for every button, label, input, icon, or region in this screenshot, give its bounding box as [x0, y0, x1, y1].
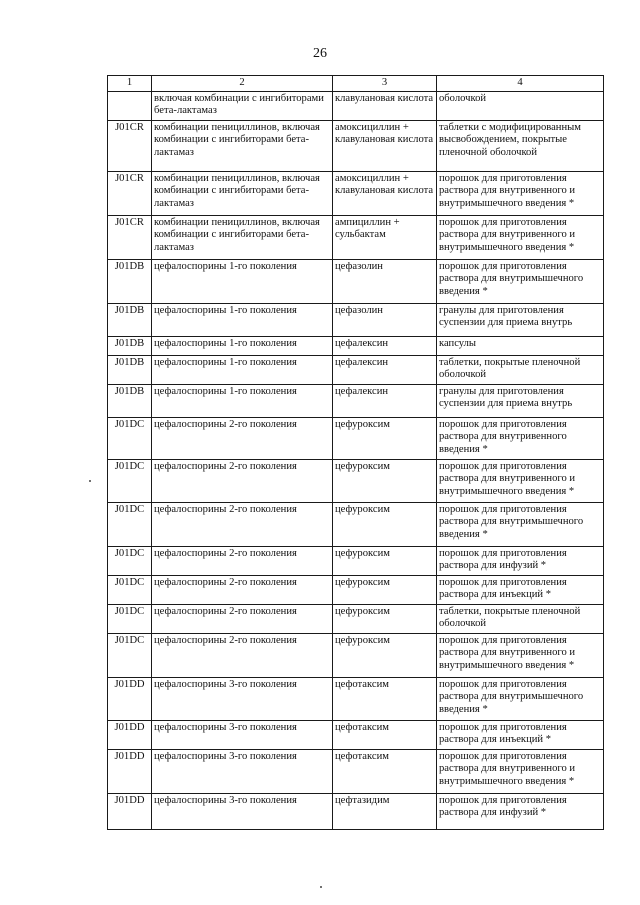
table-row — [108, 750, 604, 794]
substance-cell: цефуроксим — [333, 576, 437, 605]
table-row — [108, 356, 604, 385]
dosage-form-cell: гранулы для приготовления суспензии для приема внутрь — [437, 385, 604, 418]
dosage-form-cell: порошок для приготовления раствора для внутривенного и внутримышечного введения * — [437, 750, 604, 794]
table-row — [108, 547, 604, 576]
dosage-form-cell: порошок для приготовления раствора для внутривенного и внутримышечного введения * — [437, 172, 604, 216]
substance-cell: цефотаксим — [333, 721, 437, 750]
group-cell: цефалоспорины 3-го поколения — [152, 750, 333, 794]
code-cell: J01DD — [108, 721, 152, 750]
table-header-row — [108, 76, 604, 92]
group-cell: цефалоспорины 1-го поколения — [152, 385, 333, 418]
group-cell: цефалоспорины 1-го поколения — [152, 356, 333, 385]
code-cell: J01DC — [108, 634, 152, 678]
code-cell: J01DB — [108, 260, 152, 304]
substance-cell: цефотаксим — [333, 750, 437, 794]
table-body — [108, 92, 604, 830]
table-row — [108, 92, 604, 121]
dosage-form-cell: порошок для приготовления раствора для внутривенного и внутримышечного введения * — [437, 634, 604, 678]
dosage-form-cell: таблетки, покрытые пленочной оболочкой — [437, 356, 604, 385]
substance-cell: ампициллин + сульбактам — [333, 216, 437, 260]
substance-cell: амоксициллин + клавулановая кислота — [333, 172, 437, 216]
table-row — [108, 385, 604, 418]
substance-cell: цефотаксим — [333, 678, 437, 721]
table-row — [108, 576, 604, 605]
dosage-form-cell: порошок для приготовления раствора для внутримышечного введения * — [437, 260, 604, 304]
page-number: 26 — [313, 46, 327, 61]
table-row — [108, 794, 604, 830]
code-cell: J01CR — [108, 216, 152, 260]
column-header-4: 4 — [437, 76, 604, 92]
code-cell: J01DC — [108, 605, 152, 634]
table-row — [108, 172, 604, 216]
substance-cell: цефтазидим — [333, 794, 437, 830]
dosage-form-cell: таблетки с модифицированным высвобождением, покрытые пленочной оболочкой — [437, 121, 604, 172]
column-header-2: 2 — [152, 76, 333, 92]
table-row — [108, 304, 604, 337]
group-cell: комбинации пенициллинов, включая комбинации с ингибиторами бета-лактамаз — [152, 172, 333, 216]
dosage-form-cell: капсулы — [437, 337, 604, 356]
group-cell: цефалоспорины 2-го поколения — [152, 634, 333, 678]
substance-cell: цефуроксим — [333, 634, 437, 678]
dosage-form-cell: порошок для приготовления раствора для внутривенного введения * — [437, 418, 604, 460]
code-cell: J01DB — [108, 356, 152, 385]
code-cell: J01DC — [108, 547, 152, 576]
substance-cell: цефуроксим — [333, 418, 437, 460]
dosage-form-cell: гранулы для приготовления суспензии для приема внутрь — [437, 304, 604, 337]
table-row — [108, 721, 604, 750]
substance-cell: цефуроксим — [333, 605, 437, 634]
code-cell: J01DB — [108, 337, 152, 356]
scan-speck — [89, 480, 91, 482]
code-cell — [108, 92, 152, 121]
group-cell: цефалоспорины 2-го поколения — [152, 576, 333, 605]
table-row — [108, 418, 604, 460]
table-row — [108, 337, 604, 356]
column-header-3: 3 — [333, 76, 437, 92]
code-cell: J01CR — [108, 172, 152, 216]
code-cell: J01DD — [108, 678, 152, 721]
column-header-1: 1 — [108, 76, 152, 92]
dosage-form-cell: таблетки, покрытые пленочной оболочкой — [437, 605, 604, 634]
code-cell: J01DC — [108, 460, 152, 503]
substance-cell: клавулановая кислота — [333, 92, 437, 121]
table-row — [108, 260, 604, 304]
code-cell: J01DD — [108, 794, 152, 830]
table-row — [108, 503, 604, 547]
code-cell: J01CR — [108, 121, 152, 172]
substance-cell: цефазолин — [333, 260, 437, 304]
group-cell: цефалоспорины 1-го поколения — [152, 260, 333, 304]
group-cell: включая комбинации с ингибиторами бета-лактамаз — [152, 92, 333, 121]
group-cell: цефалоспорины 2-го поколения — [152, 418, 333, 460]
table-row — [108, 121, 604, 172]
table-row — [108, 460, 604, 503]
group-cell: цефалоспорины 3-го поколения — [152, 678, 333, 721]
code-cell: J01DB — [108, 304, 152, 337]
medication-table — [107, 75, 604, 830]
code-cell: J01DC — [108, 418, 152, 460]
group-cell: цефалоспорины 2-го поколения — [152, 460, 333, 503]
dosage-form-cell: оболочкой — [437, 92, 604, 121]
substance-cell: амоксициллин + клавулановая кислота — [333, 121, 437, 172]
group-cell: комбинации пенициллинов, включая комбинации с ингибиторами бета-лактамаз — [152, 121, 333, 172]
group-cell: цефалоспорины 3-го поколения — [152, 721, 333, 750]
code-cell: J01DC — [108, 503, 152, 547]
substance-cell: цефуроксим — [333, 460, 437, 503]
substance-cell: цефалексин — [333, 356, 437, 385]
table-row — [108, 634, 604, 678]
dosage-form-cell: порошок для приготовления раствора для инфузий * — [437, 547, 604, 576]
group-cell: комбинации пенициллинов, включая комбинации с ингибиторами бета-лактамаз — [152, 216, 333, 260]
substance-cell: цефазолин — [333, 304, 437, 337]
substance-cell: цефалексин — [333, 385, 437, 418]
code-cell: J01DD — [108, 750, 152, 794]
code-cell: J01DC — [108, 576, 152, 605]
dosage-form-cell: порошок для приготовления раствора для внутривенного и внутримышечного введения * — [437, 460, 604, 503]
group-cell: цефалоспорины 1-го поколения — [152, 337, 333, 356]
table-row — [108, 605, 604, 634]
dosage-form-cell: порошок для приготовления раствора для внутримышечного введения * — [437, 678, 604, 721]
dosage-form-cell: порошок для приготовления раствора для внутримышечного введения * — [437, 503, 604, 547]
group-cell: цефалоспорины 2-го поколения — [152, 605, 333, 634]
table-row — [108, 678, 604, 721]
scan-speck — [320, 886, 322, 888]
group-cell: цефалоспорины 2-го поколения — [152, 503, 333, 547]
table-row — [108, 216, 604, 260]
substance-cell: цефуроксим — [333, 547, 437, 576]
substance-cell: цефалексин — [333, 337, 437, 356]
code-cell: J01DB — [108, 385, 152, 418]
dosage-form-cell: порошок для приготовления раствора для внутривенного и внутримышечного введения * — [437, 216, 604, 260]
substance-cell: цефуроксим — [333, 503, 437, 547]
dosage-form-cell: порошок для приготовления раствора для инъекций * — [437, 576, 604, 605]
dosage-form-cell: порошок для приготовления раствора для инфузий * — [437, 794, 604, 830]
group-cell: цефалоспорины 3-го поколения — [152, 794, 333, 830]
group-cell: цефалоспорины 1-го поколения — [152, 304, 333, 337]
dosage-form-cell: порошок для приготовления раствора для инъекций * — [437, 721, 604, 750]
group-cell: цефалоспорины 2-го поколения — [152, 547, 333, 576]
